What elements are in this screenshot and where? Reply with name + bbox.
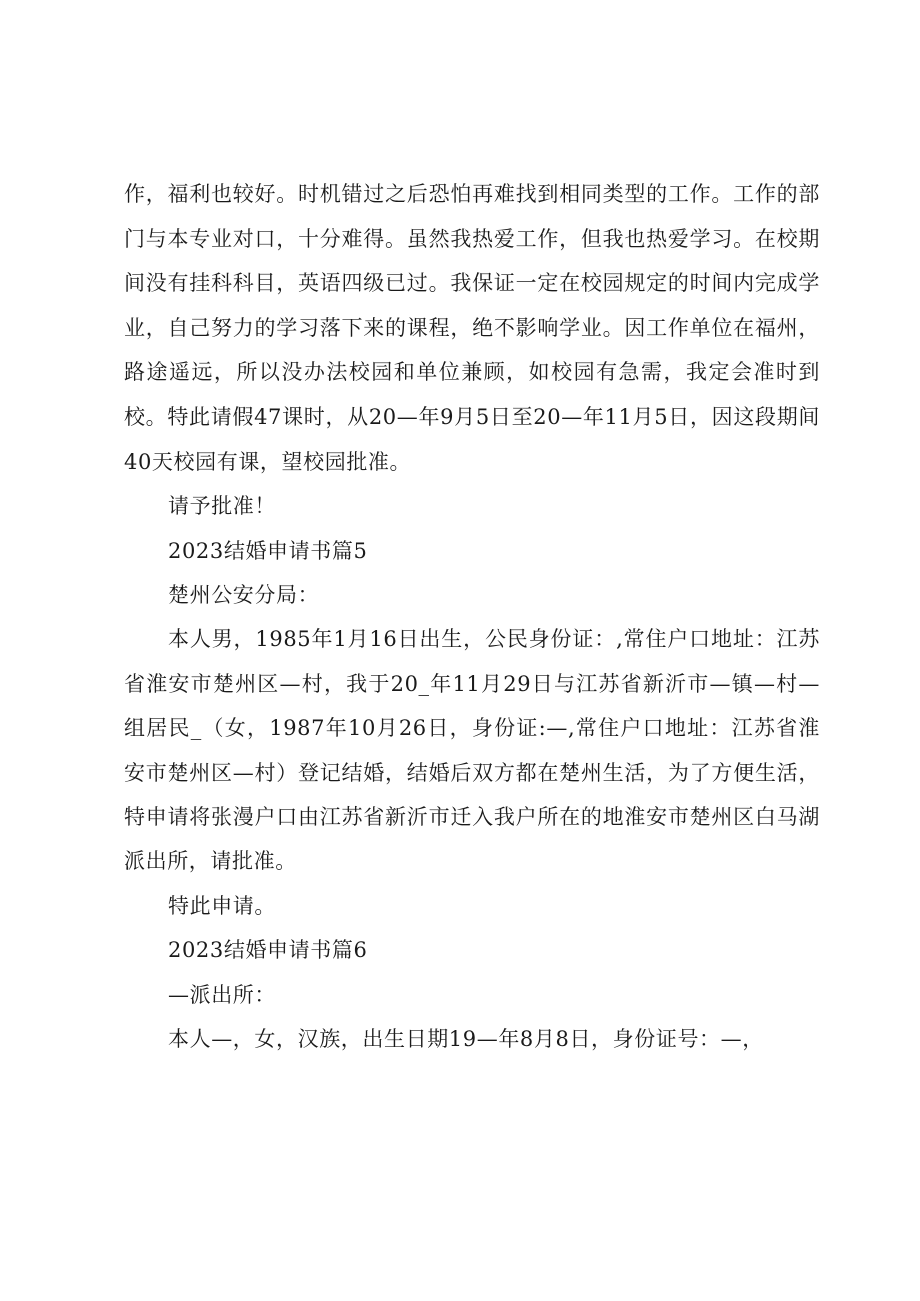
paragraph-body-5: 本人男，1985年1月16日出生，公民身份证：,常住户口地址：江苏省淮安市楚州区—村，我于20_年11月29日与江苏省新沂市—镇—村—组居民_（女，1987年10月26日，身份证:—,常住户口地址：江苏省淮安市楚州区—村）登记结婚，结婚后双方都在楚州生活，为了方便生活，特申请将张漫户口由江苏省新沂市迁入我户所在的地淮安市楚州区白马湖派出所，请批准。: [124, 627, 820, 874]
addressee-5: 楚州公安分局：: [168, 582, 320, 607]
paragraph-approval-request: 请予批准！: [168, 494, 276, 519]
paragraph-continuation: 作，福利也较好。时机错过之后恐怕再难找到相同类型的工作。工作的部门与本专业对口，十分难得。虽然我热爱工作，但我也热爱学习。在校期间没有挂科科目，英语四级已过。我保证一定在校园规定的时间内完成学业，自己努力的学习落下来的课程，绝不影响学业。因工作单位在福州，路途遥远，所以没办法校园和单位兼顾，如校园有急需，我定会准时到校。特此请假47课时，从20—年9月5日至20—年11月5日，因这段期间40天校园有课，望校园批准。: [124, 182, 820, 474]
closing-5: 特此申请。: [168, 893, 276, 918]
section-heading-6: 2023结婚申请书篇6: [168, 938, 368, 963]
paragraph-body-6: 本人—，女，汉族，出生日期19—年8月8日，身份证号：—，: [168, 1027, 764, 1052]
addressee-6: —派出所：: [168, 982, 276, 1007]
document-body: [124, 172, 820, 1061]
section-heading-5: 2023结婚申请书篇5: [168, 538, 368, 563]
